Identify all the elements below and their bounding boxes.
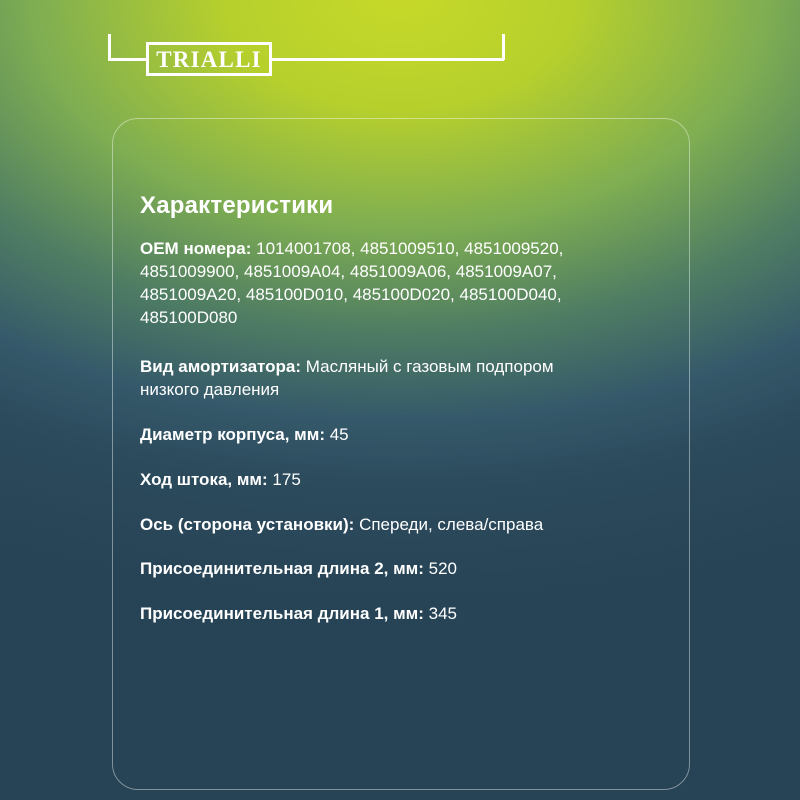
spec-row xyxy=(140,238,610,330)
brand-rule-left xyxy=(108,58,146,61)
spec-value: 520 xyxy=(428,559,458,579)
spec-value: 175 xyxy=(272,469,301,489)
trialli-logo-text: TRIALLI xyxy=(156,46,262,72)
spec-row xyxy=(140,469,610,492)
brand-band xyxy=(0,0,800,115)
spec-row xyxy=(140,356,610,402)
spec-label: Ось (сторона установки): xyxy=(140,514,355,534)
spec-value: 1014001708, 4851009510, 4851009520, 4851009900, 4851009A04, 4851009A06, 4851009A07, 4851009A20, 485100D010, 485100D020, 485100D040, 485100D080 xyxy=(140,239,564,327)
page-title: Характеристики xyxy=(140,192,334,219)
spec-value: Масляный с газовым подпором низкого давления xyxy=(140,356,554,399)
spec-value: Спереди, слева/справа xyxy=(359,514,544,534)
spec-label: OEM номера: xyxy=(140,239,252,258)
spec-label: Ход штока, мм: xyxy=(140,469,268,489)
spec-label: Присоединительная длина 1, мм: xyxy=(140,604,424,624)
spec-row xyxy=(140,424,610,447)
brand-rule-right xyxy=(272,58,504,61)
spec-row xyxy=(140,558,610,581)
spec-row xyxy=(140,514,610,537)
brand-rule-corner-right xyxy=(502,34,505,60)
spec-row xyxy=(140,603,610,626)
trialli-logo xyxy=(146,42,272,76)
brand-rule-corner-left xyxy=(108,34,111,60)
spec-label: Присоединительная длина 2, мм: xyxy=(140,559,424,579)
spec-label: Вид амортизатора: xyxy=(140,356,302,376)
spec-value: 345 xyxy=(428,604,458,624)
spec-label: Диаметр корпуса, мм: xyxy=(140,424,325,444)
spec-value: 45 xyxy=(329,424,349,444)
spec-content xyxy=(140,192,670,626)
